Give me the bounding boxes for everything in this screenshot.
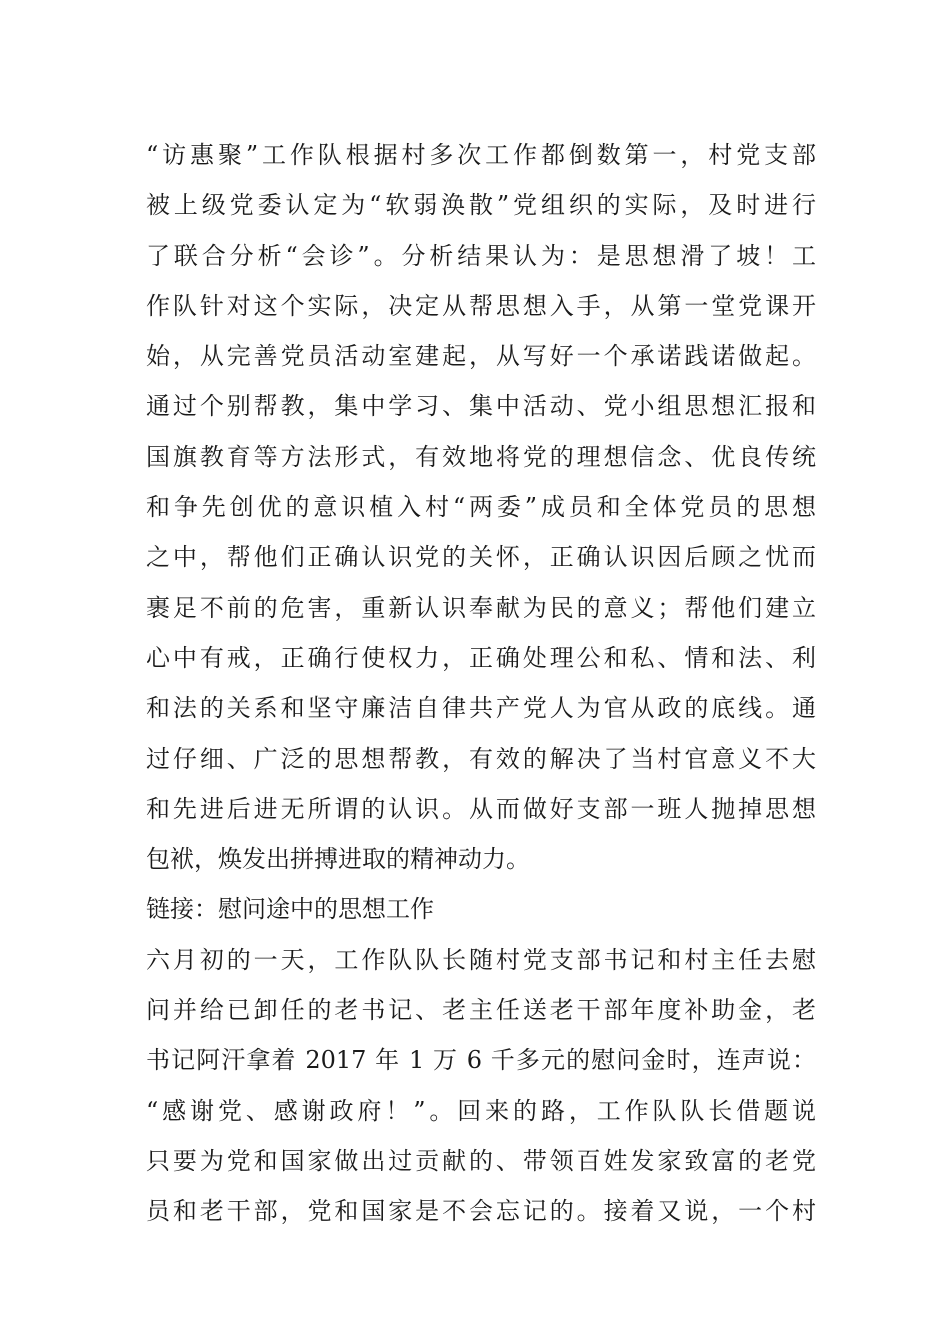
- body-text: [146, 130, 816, 1237]
- text-line: 之中，帮他们正确认识党的关怀，正确认识因后顾之忧而: [146, 543, 816, 572]
- text-line: 始，从完善党员活动室建起，从写好一个承诺践诺做起。: [146, 342, 816, 371]
- text-line: 被上级党委认定为“软弱涣散”党组织的实际，及时进行: [146, 191, 816, 220]
- section-heading: 链接：慰问途中的思想工作: [146, 895, 434, 924]
- text-line: “感谢党、感谢政府！”。回来的路，工作队队长借题说: [146, 1096, 816, 1125]
- text-line: 和先进后进无所谓的认识。从而做好支部一班人抛掉思想: [146, 794, 816, 823]
- text-line: “访惠聚”工作队根据村多次工作都倒数第一，村党支部: [146, 141, 816, 169]
- text-line: 和争先创优的意识植入村“两委”成员和全体党员的思想: [146, 493, 816, 522]
- text-line: 通过个别帮教，集中学习、集中活动、党小组思想汇报和: [146, 392, 816, 421]
- text-line: 过仔细、广泛的思想帮教，有效的解决了当村官意义不大: [146, 744, 816, 773]
- text-line: 心中有戒，正确行使权力，正确处理公和私、情和法、利: [146, 643, 816, 672]
- text-line: 国旗教育等方法形式，有效地将党的理想信念、优良传统: [146, 442, 816, 471]
- text-line: 作队针对这个实际，决定从帮思想入手，从第一堂党课开: [146, 291, 816, 320]
- text-line: 了联合分析“会诊”。分析结果认为：是思想滑了坡！工: [146, 241, 816, 270]
- text-line: 只要为党和国家做出过贡献的、带领百姓发家致富的老党: [146, 1146, 816, 1175]
- text-line: 六月初的一天，工作队队长随村党支部书记和村主任去慰: [146, 945, 816, 974]
- text-line: 员和老干部，党和国家是不会忘记的。接着又说，一个村: [146, 1197, 816, 1226]
- text-line: 和法的关系和坚守廉洁自律共产党人为官从政的底线。通: [146, 694, 816, 723]
- text-line: 包袱，焕发出拼搏进取的精神动力。: [146, 845, 530, 874]
- text-line: 裹足不前的危害，重新认识奉献为民的意义；帮他们建立: [146, 593, 816, 622]
- text-line: 问并给已卸任的老书记、老主任送老干部年度补助金，老: [146, 996, 816, 1025]
- text-line: 书记阿汗拿着 2017 年 1 万 6 千多元的慰问金时，连声说：: [146, 1046, 816, 1075]
